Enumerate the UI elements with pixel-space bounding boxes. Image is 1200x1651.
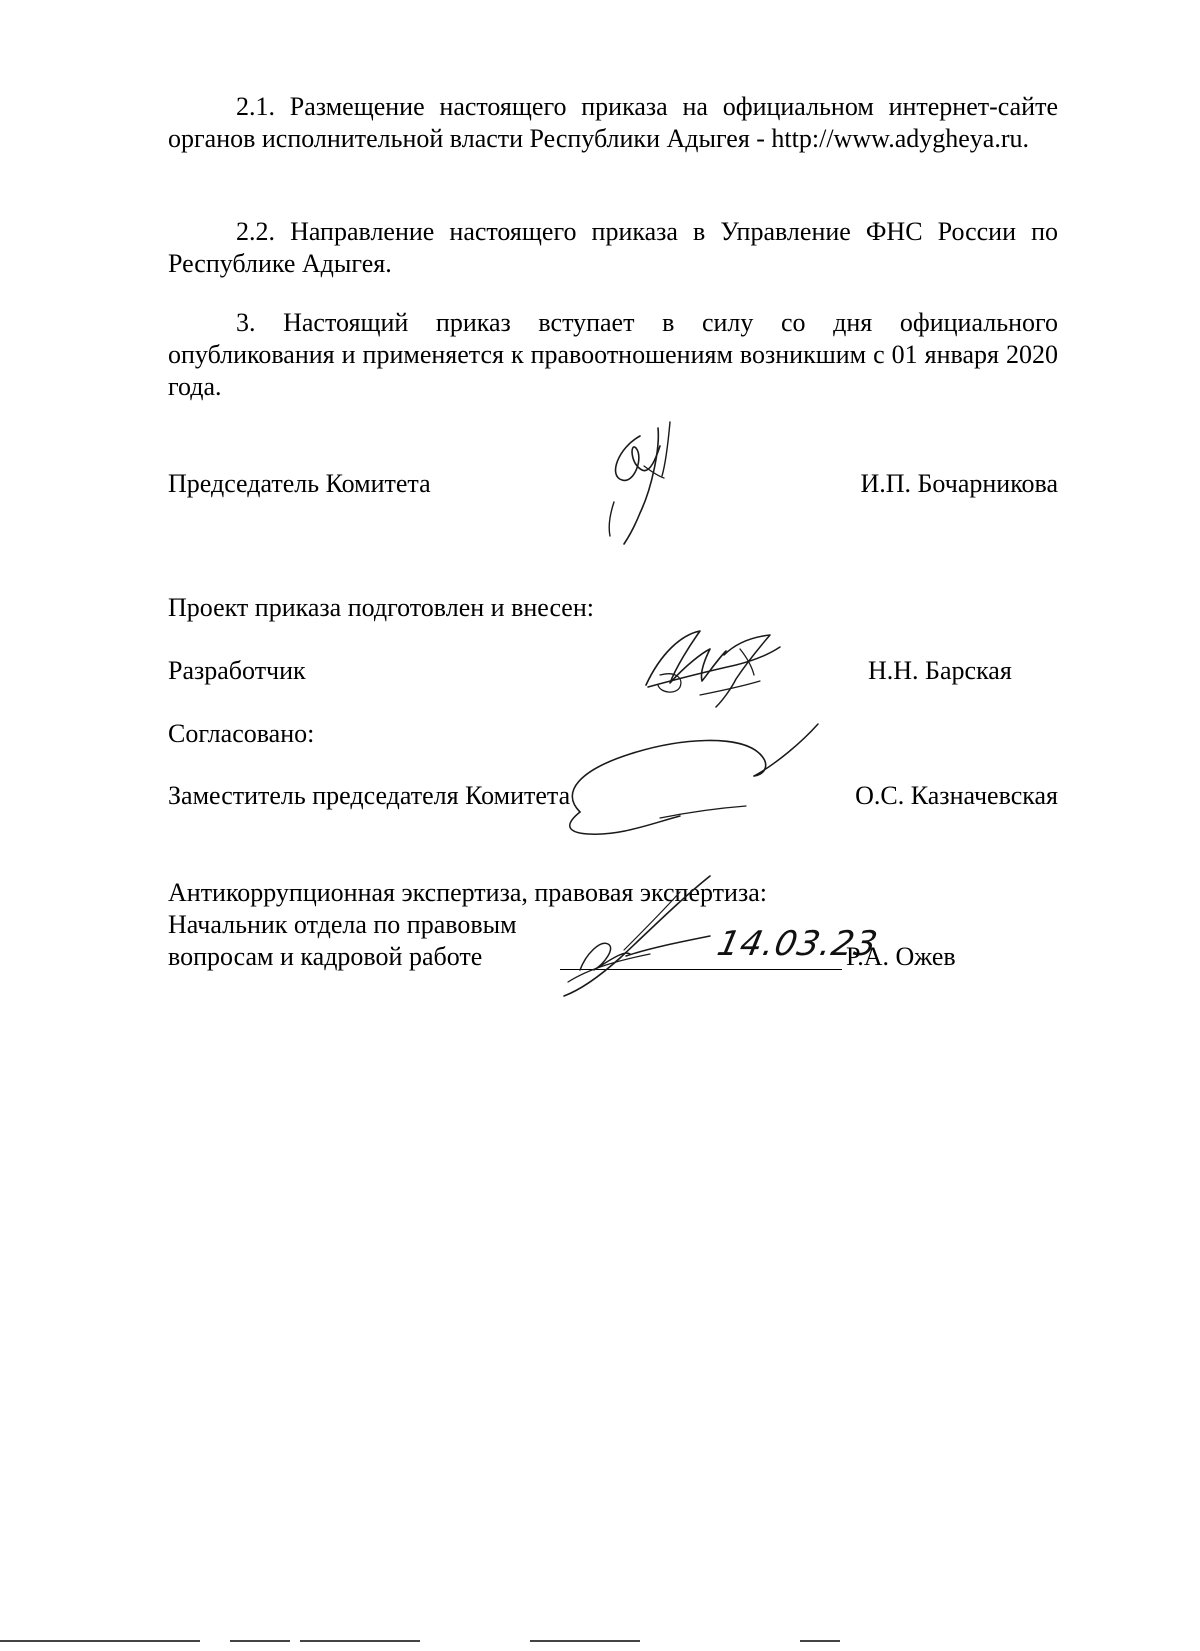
- developer-name: Н.Н. Барская: [868, 656, 1012, 685]
- expertise-heading: Антикоррупционная экспертиза, правовая экспертиза:: [168, 878, 767, 907]
- head-signature: [560, 870, 740, 1000]
- scan-edge-artifact: [0, 1638, 1200, 1644]
- chairman-signature: [600, 418, 690, 548]
- paragraph-2-1: 2.1. Размещение настоящего приказа на официальном интернет-сайте органов исполнительной власти Республики Адыгея - http://www.adygheya.ru.: [168, 92, 1058, 153]
- chairman-title: Председатель Комитета: [168, 469, 431, 498]
- deputy-signature: [540, 720, 830, 840]
- deputy-name: О.С. Казначевская: [855, 781, 1058, 810]
- developer-title: Разработчик: [168, 656, 306, 685]
- head-title-line2: вопросам и кадровой работе: [168, 942, 483, 971]
- head-title-line1: Начальник отдела по правовым: [168, 910, 517, 939]
- deputy-title: Заместитель председателя Комитета: [168, 781, 571, 810]
- paragraph-3: 3. Настоящий приказ вступает в силу со дня официального опубликования и применяется к правоотношениям возникшим с 01 января 2020 года.: [168, 308, 1058, 401]
- paragraph-2-2: 2.2. Направление настоящего приказа в Управление ФНС России по Республике Адыгея.: [168, 217, 1058, 278]
- developer-signature: [640, 615, 800, 715]
- chairman-name: И.П. Бочарникова: [860, 469, 1058, 498]
- handwritten-date: 14.03.23: [713, 924, 882, 964]
- agreed-heading: Согласовано:: [168, 719, 315, 748]
- head-name: Р.А. Ожев: [846, 942, 956, 971]
- prepared-heading: Проект приказа подготовлен и внесен:: [168, 593, 594, 622]
